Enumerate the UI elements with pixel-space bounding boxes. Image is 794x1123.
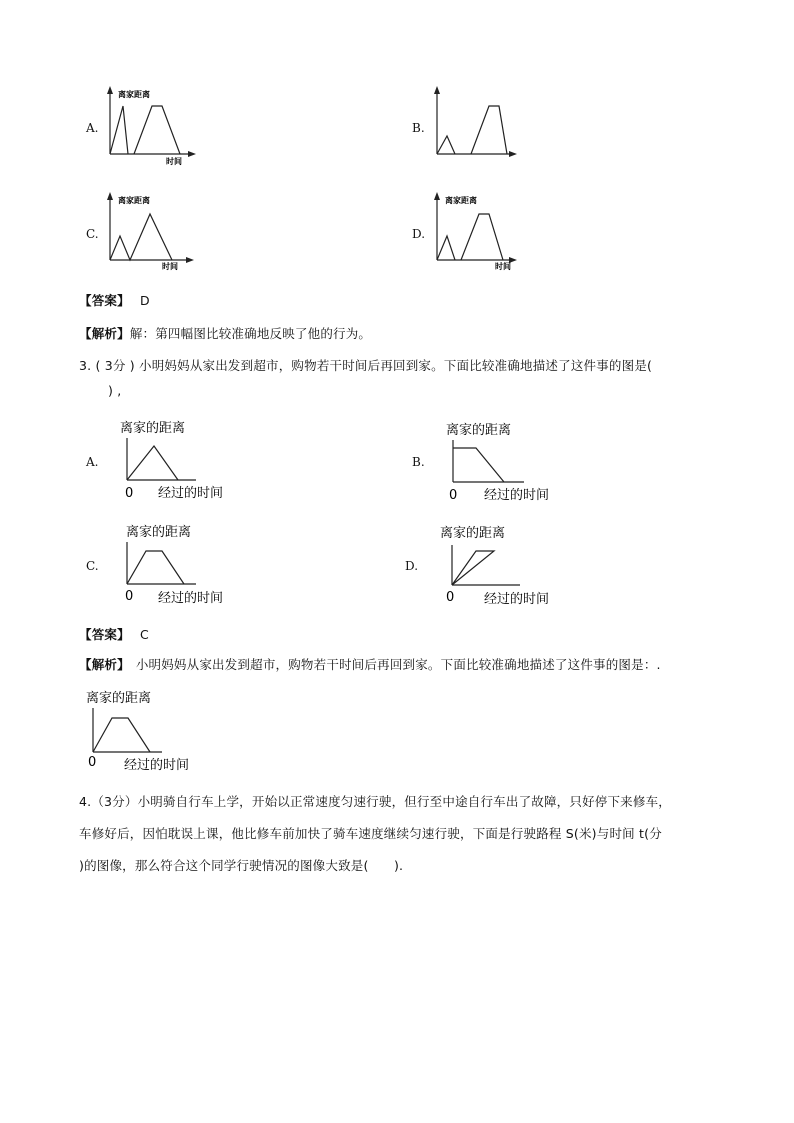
- x-axis-label: 经过的时间: [158, 486, 224, 501]
- q2-option-a-graph: [100, 84, 210, 166]
- q2-option-b-label: B.: [412, 121, 425, 135]
- q2-option-b-graph: [427, 84, 537, 166]
- analysis-text: 解：第四幅图比较准确地反映了他的行为。: [129, 326, 372, 341]
- q3-option-a-graph: [114, 416, 264, 504]
- q2-answer: [79, 291, 150, 309]
- y-axis-label: 离家的距离: [86, 691, 152, 706]
- q3-option-a-label: A.: [86, 455, 99, 469]
- x-axis-label: 时间: [162, 262, 178, 271]
- answer-value: D: [140, 293, 150, 308]
- analysis-tag: 【解析】: [79, 657, 130, 672]
- answer-tag: 【答案】: [79, 293, 130, 308]
- q3-stem-line2: ) ,: [108, 383, 122, 398]
- q2-option-c-graph: [100, 190, 210, 272]
- origin-label: 0: [125, 486, 134, 501]
- q2-analysis: [79, 324, 371, 342]
- q4-stem-line1: 4.（3分）小明骑自行车上学，开始以正常速度匀速行驶，但行至中途自行车出了故障，只好停下来修车，: [79, 794, 671, 809]
- q4-stem-line2: 车修好后，因怕耽误上课，他比修车前加快了骑车速度继续匀速行驶，下面是行驶路程 S(米)与时间 t(分: [79, 826, 662, 841]
- q3-option-c-label: C.: [86, 559, 99, 573]
- x-axis-label: 经过的时间: [124, 758, 190, 773]
- origin-label: 0: [449, 488, 458, 503]
- q3-analysis: [79, 655, 661, 673]
- analysis-tag: 【解析】: [79, 326, 130, 341]
- q3-option-b-graph: [440, 418, 590, 506]
- y-axis-label: 离家的距离: [126, 525, 192, 540]
- q3-option-d-graph: [434, 521, 584, 609]
- y-axis-label: 离家的距离: [120, 421, 186, 436]
- y-axis-label: 离家的距离: [440, 526, 506, 541]
- q2-option-d-graph: [427, 190, 537, 272]
- y-axis-label: 离家距离: [118, 196, 150, 205]
- answer-value: C: [140, 627, 149, 642]
- q2-option-c-label: C.: [86, 227, 99, 241]
- q3-option-c-graph: [114, 520, 264, 608]
- q4-stem-line3: )的图像，那么符合这个同学行驶情况的图像大致是( ).: [79, 858, 404, 873]
- x-axis-label: 经过的时间: [158, 591, 224, 606]
- x-axis-label: 时间: [166, 157, 182, 166]
- q3-option-d-label: D.: [405, 559, 419, 573]
- q3-analysis-graph: [80, 686, 230, 774]
- x-axis-label: 时间: [495, 262, 511, 271]
- q2-option-d-label: D.: [412, 227, 426, 241]
- analysis-text: 小明妈妈从家出发到超市，购物若干时间后再回到家。下面比较准确地描述了这件事的图是：.: [135, 657, 661, 672]
- x-axis-label: 经过的时间: [484, 592, 550, 607]
- origin-label: 0: [446, 590, 455, 605]
- answer-tag: 【答案】: [79, 627, 130, 642]
- q3-stem-line1: 3. ( 3分 ) 小明妈妈从家出发到超市，购物若干时间后再回到家。下面比较准确地描述了这件事的图是(: [79, 358, 653, 373]
- x-axis-label: 经过的时间: [484, 488, 550, 503]
- q3-option-b-label: B.: [412, 455, 425, 469]
- q2-option-a-label: A.: [86, 121, 99, 135]
- origin-label: 0: [125, 589, 134, 604]
- y-axis-label: 离家距离: [445, 196, 477, 205]
- origin-label: 0: [88, 755, 97, 770]
- y-axis-label: 离家距离: [118, 90, 150, 99]
- y-axis-label: 离家的距离: [446, 423, 512, 438]
- q3-answer: [79, 625, 149, 643]
